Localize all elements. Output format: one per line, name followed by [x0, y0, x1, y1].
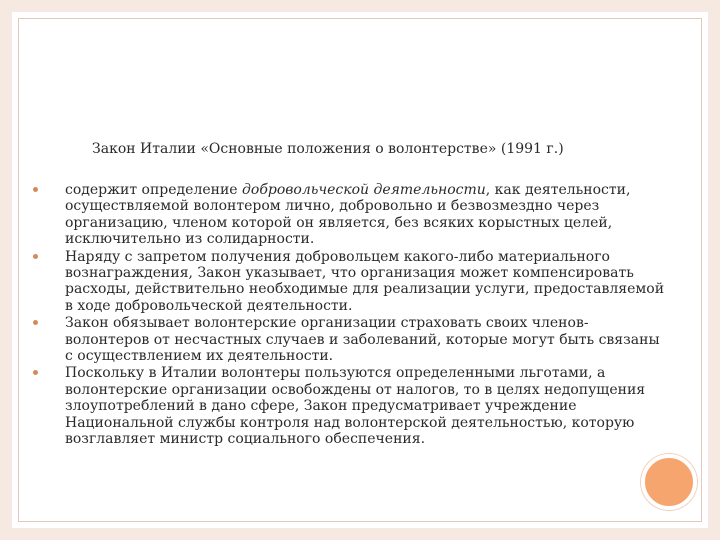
decorative-circle-icon [641, 454, 697, 510]
bullet-text-emphasis: добровольческой деятельности [242, 182, 486, 198]
bullet-text: Поскольку в Италии волонтеры пользуются определенными льготами, а волонтерские организации освобождены от налогов, то в целях недопущения злоупотреблений в дано сфере, Закон предусматривает учреждение Национальной службы контроля над волонтерской деятельностью, которую возглавляет министр социального обеспечения. [65, 365, 646, 448]
bullet-text-suffix: , как деятельности, осуществляемой волонтером лично, добровольно и безвозмездно через организацию, членом которой он является, без всяких корыстных целей, исключительно из солидарности. [65, 182, 631, 248]
bullet-icon [33, 370, 38, 375]
bullet-icon [33, 254, 38, 259]
list-item [30, 365, 670, 447]
bullet-text: Наряду с запретом получения добровольцем какого-либо материального вознаграждения, Закон указывает, что организация может компенсировать расходы, действительно необходимые для реализации услуги, предоставляемой в ходе добровольческой деятельности. [65, 248, 665, 314]
bullet-icon [33, 320, 38, 325]
bullet-text: Закон обязывает волонтерские организации страховать своих членов-волонтеров от несчастных случаев и заболеваний, которые могут быть связаны с осуществлением их деятельности. [65, 315, 660, 365]
bullet-list [30, 182, 670, 449]
bullet-text-prefix: содержит определение [65, 182, 243, 198]
bullet-icon [33, 187, 38, 192]
slide-title: Закон Италии «Основные положения о волонтерстве» (1991 г.) [92, 141, 564, 157]
list-item [30, 315, 670, 364]
list-item [30, 249, 670, 315]
list-item [30, 182, 670, 248]
bullet-text [65, 182, 630, 247]
